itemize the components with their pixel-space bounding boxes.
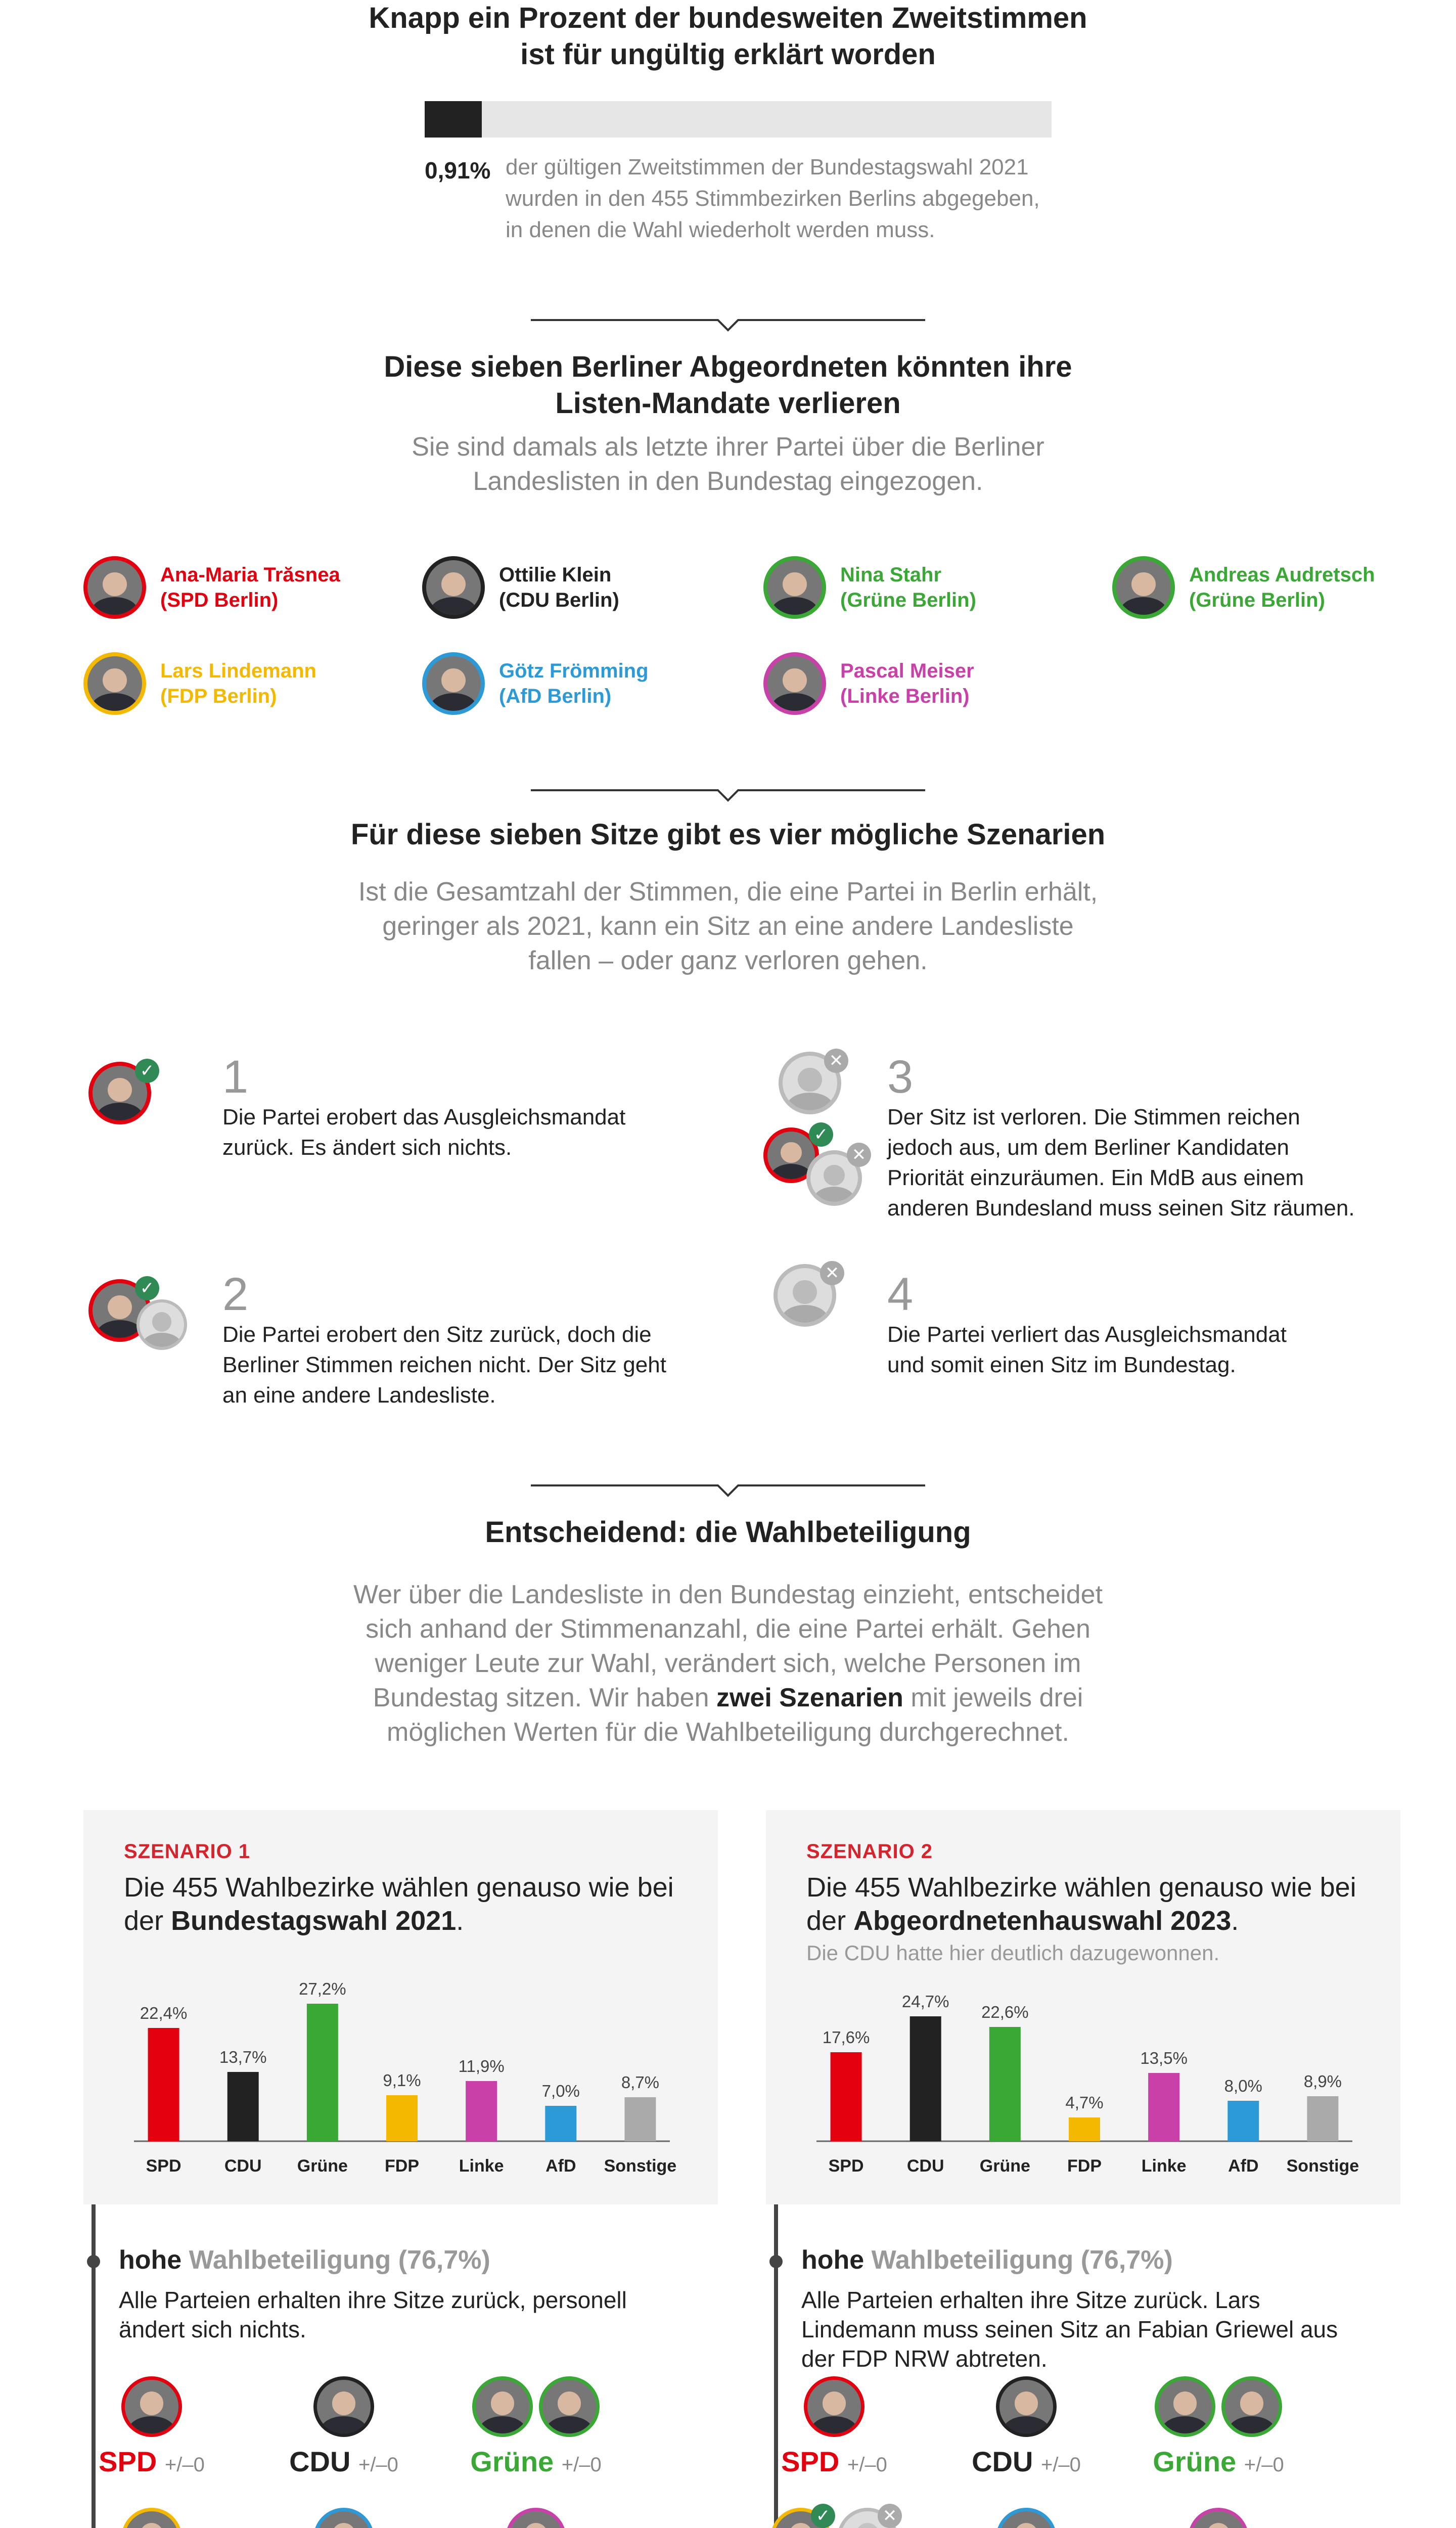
party-label: CDU xyxy=(972,2446,1033,2477)
category-label: CDU xyxy=(906,2156,944,2176)
candidate-name: Ana-Maria Trăsnea xyxy=(160,564,340,586)
candidate-name: Nina Stahr xyxy=(840,564,942,586)
scenario1-panel xyxy=(83,1810,718,2204)
seat-change: +/–0 xyxy=(847,2454,887,2476)
bar-chart-scenario2 xyxy=(806,1962,1362,2194)
scenario-4-number: 4 xyxy=(887,1269,914,1320)
pct-label: 0,91% xyxy=(425,157,491,184)
candidate-name: Götz Frömming xyxy=(499,660,649,682)
avatar xyxy=(422,556,485,619)
scenario-4-icon: ✕ xyxy=(774,1264,836,1327)
party-result-cdu xyxy=(268,2376,420,2478)
category-label: SPD xyxy=(146,2156,181,2176)
data-label: 8,9% xyxy=(1303,2072,1342,2091)
party-result-cdu xyxy=(950,2376,1102,2478)
pct-desc: der gültigen Zweitstimmen der Bundestagswahl 2021 wurden in den 455 Stimmbezirken Berlins abgegeben, in denen die Wahl wiederholt werden muss. xyxy=(506,155,1040,242)
scenario-1-icon: ✓ xyxy=(88,1062,151,1124)
category-label: Grüne xyxy=(979,2156,1030,2176)
bar-0 xyxy=(148,2028,179,2141)
candidate-name: Pascal Meiser xyxy=(840,660,974,682)
data-label: 22,4% xyxy=(140,2004,188,2022)
chart-title: SZENARIO 2 xyxy=(806,1840,933,1863)
progress-track xyxy=(425,101,1052,138)
candidate-card xyxy=(83,556,340,619)
category-label: Linke xyxy=(459,2156,504,2176)
scenario-1-number: 1 xyxy=(222,1051,249,1103)
data-label: 24,7% xyxy=(901,1992,949,2011)
party-result-afd xyxy=(950,2508,1102,2528)
party-result-fdp xyxy=(76,2508,228,2528)
avatar xyxy=(1155,2376,1215,2437)
timeline-dot xyxy=(87,2255,100,2268)
avatar xyxy=(804,2376,864,2437)
bar-1 xyxy=(910,2016,941,2141)
bar-chart-scenario1 xyxy=(124,1962,680,2194)
scenario-3-icon: ✕ ✓ ✕ xyxy=(763,1052,915,1218)
candidate-card xyxy=(763,652,974,715)
avatar xyxy=(1112,556,1175,619)
avatar xyxy=(472,2376,533,2437)
section-divider xyxy=(531,786,925,806)
party-result-afd xyxy=(268,2508,420,2528)
progress-fill xyxy=(425,101,482,138)
scenario-3-number: 3 xyxy=(887,1051,914,1103)
avatar xyxy=(121,2508,182,2528)
timeline-dot xyxy=(769,2255,783,2268)
section-divider xyxy=(531,316,925,336)
party-label: CDU xyxy=(289,2446,351,2477)
avatar xyxy=(763,556,826,619)
timeline-line xyxy=(92,2204,96,2528)
seat-change: +/–0 xyxy=(358,2454,398,2476)
s1-hohe-heading: hohe Wahlbeteiligung (76,7%) xyxy=(119,2245,490,2275)
section-divider xyxy=(531,1481,925,1502)
bar-3 xyxy=(386,2095,418,2141)
avatar xyxy=(83,556,146,619)
candidate-name: Andreas Audretsch xyxy=(1189,564,1375,586)
candidate-card xyxy=(763,556,976,619)
bar-6 xyxy=(1307,2096,1338,2141)
candidate-party: (Grüne Berlin) xyxy=(1189,589,1325,611)
category-label: Linke xyxy=(1141,2156,1187,2176)
chart-title: SZENARIO 1 xyxy=(124,1840,251,1863)
category-label: Sonstige xyxy=(604,2156,677,2176)
scenario-1-text: Die Partei erobert das Ausgleichsmandat zurück. Es ändert sich nichts. xyxy=(222,1105,626,1160)
data-label: 22,6% xyxy=(981,2003,1029,2021)
bar-3 xyxy=(1069,2117,1100,2141)
avatar xyxy=(1188,2508,1249,2528)
bar-5 xyxy=(545,2106,576,2141)
bar-0 xyxy=(831,2052,862,2141)
candidate-card xyxy=(1112,556,1375,619)
category-label: FDP xyxy=(385,2156,419,2176)
seat-change: +/–0 xyxy=(1244,2454,1284,2476)
scenarios-sub: Ist die Gesamtzahl der Stimmen, die eine Partei in Berlin erhält, geringer als 2021, kann ein Sitz an eine andere Landesliste fallen – oder ganz verloren gehen. xyxy=(358,877,1098,975)
party-result-gruene xyxy=(1143,2376,1294,2478)
top-title: Knapp ein Prozent der bundesweiten Zweitstimmen ist für ungültig erklärt worden xyxy=(369,2,1087,71)
category-label: CDU xyxy=(224,2156,262,2176)
party-label: SPD xyxy=(781,2446,840,2477)
mandates-title: Diese sieben Berliner Abgeordneten könnten ihre Listen-Mandate verlieren xyxy=(384,350,1072,420)
data-label: 8,7% xyxy=(621,2073,660,2092)
bar-2 xyxy=(307,2004,338,2141)
avatar xyxy=(506,2508,566,2528)
scenario-4-text: Die Partei verliert das Ausgleichsmandat und somit einen Sitz im Bundestag. xyxy=(887,1322,1287,1377)
avatar xyxy=(996,2508,1057,2528)
data-label: 9,1% xyxy=(383,2071,421,2090)
data-label: 7,0% xyxy=(541,2082,580,2100)
candidate-party: (Grüne Berlin) xyxy=(840,589,976,611)
party-label: Grüne xyxy=(470,2446,554,2477)
scenario-2-number: 2 xyxy=(222,1269,249,1320)
category-label: AfD xyxy=(545,2156,576,2176)
bar-6 xyxy=(624,2097,656,2141)
candidate-card xyxy=(422,652,649,715)
party-result-gruene xyxy=(460,2376,612,2478)
bar-2 xyxy=(989,2027,1021,2141)
candidate-card xyxy=(422,556,619,619)
s2-hohe-heading: hohe Wahlbeteiligung (76,7%) xyxy=(801,2245,1173,2275)
data-label: 8,0% xyxy=(1224,2076,1262,2095)
party-label: SPD xyxy=(99,2446,157,2477)
category-label: SPD xyxy=(828,2156,864,2176)
party-result-fdp: ✓ ✕ xyxy=(758,2508,910,2528)
seat-change: +/–0 xyxy=(1040,2454,1081,2476)
category-label: FDP xyxy=(1067,2156,1102,2176)
candidate-card xyxy=(83,652,316,715)
party-label: Grüne xyxy=(1153,2446,1237,2477)
candidate-party: (AfD Berlin) xyxy=(499,685,612,707)
party-result-spd xyxy=(758,2376,910,2478)
data-label: 4,7% xyxy=(1065,2093,1104,2112)
scenarios-title: Für diese sieben Sitze gibt es vier mögliche Szenarien xyxy=(350,818,1106,851)
party-result-linke xyxy=(1143,2508,1294,2528)
bar-4 xyxy=(466,2081,497,2141)
data-label: 13,7% xyxy=(219,2048,267,2066)
avatar xyxy=(763,652,826,715)
turnout-text: Wer über die Landesliste in den Bundestag einzieht, entscheidet sich anhand der Stimmenanzahl, die eine Partei erhält. Gehen weniger Leute zur Wahl, verändert sich, welche Personen im Bundestag sitzen. Wir haben zwei Szenarien mit jeweils drei möglichen Werten für die Wahlbeteiligung durchgerechnet. xyxy=(353,1580,1103,1747)
avatar xyxy=(313,2508,374,2528)
candidate-name: Ottilie Klein xyxy=(499,564,612,586)
s2-hohe-text: Alle Parteien erhalten ihre Sitze zurück. Lars Lindemann muss seinen Sitz an Fabian Griewel aus der FDP NRW abtreten. xyxy=(801,2287,1338,2372)
bar-1 xyxy=(228,2072,259,2141)
turnout-title: Entscheidend: die Wahlbeteiligung xyxy=(485,1516,971,1549)
bar-5 xyxy=(1227,2101,1259,2141)
category-label: AfD xyxy=(1228,2156,1259,2176)
chart-subtitle: Die 455 Wahlbezirke wählen genauso wie bei der Abgeordnetenhauswahl 2023. xyxy=(806,1872,1356,1936)
category-label: Sonstige xyxy=(1286,2156,1359,2176)
scenario-2-text: Die Partei erobert den Sitz zurück, doch die Berliner Stimmen reichen nicht. Der Sitz geht an eine andere Landesliste. xyxy=(222,1322,666,1408)
avatar xyxy=(422,652,485,715)
data-label: 17,6% xyxy=(822,2028,870,2047)
data-label: 27,2% xyxy=(299,1979,346,1998)
category-label: Grüne xyxy=(297,2156,348,2176)
avatar xyxy=(83,652,146,715)
chart-note: Die CDU hatte hier deutlich dazugewonnen. xyxy=(806,1941,1220,1965)
avatar xyxy=(313,2376,374,2437)
candidate-party: (FDP Berlin) xyxy=(160,685,277,707)
candidate-party: (SPD Berlin) xyxy=(160,589,279,611)
chart-subtitle: Die 455 Wahlbezirke wählen genauso wie bei der Bundestagswahl 2021. xyxy=(124,1872,674,1936)
avatar xyxy=(121,2376,182,2437)
seat-change: +/–0 xyxy=(561,2454,602,2476)
scenario2-panel xyxy=(766,1810,1400,2204)
avatar xyxy=(1221,2376,1282,2437)
mandates-sub: Sie sind damals als letzte ihrer Partei über die Berliner Landeslisten in den Bundestag eingezogen. xyxy=(412,432,1044,496)
scenario-3-text: Der Sitz ist verloren. Die Stimmen reichen jedoch aus, um dem Berliner Kandidaten Priorität einzuräumen. Ein MdB aus einem anderen Bundesland muss seinen Sitz räumen. xyxy=(887,1105,1355,1221)
timeline-line xyxy=(774,2204,778,2528)
candidate-party: (Linke Berlin) xyxy=(840,685,970,707)
seat-change: +/–0 xyxy=(164,2454,205,2476)
data-label: 13,5% xyxy=(1140,2049,1188,2067)
bar-4 xyxy=(1148,2073,1179,2141)
avatar xyxy=(539,2376,600,2437)
party-result-linke xyxy=(460,2508,612,2528)
avatar xyxy=(996,2376,1057,2437)
data-label: 11,9% xyxy=(458,2057,505,2075)
party-result-spd xyxy=(76,2376,228,2478)
scenario-2-icon: ✓ xyxy=(88,1279,151,1342)
s1-hohe-text: Alle Parteien erhalten ihre Sitze zurück, personell ändert sich nichts. xyxy=(119,2287,627,2342)
candidate-name: Lars Lindemann xyxy=(160,660,316,682)
candidate-party: (CDU Berlin) xyxy=(499,589,619,611)
